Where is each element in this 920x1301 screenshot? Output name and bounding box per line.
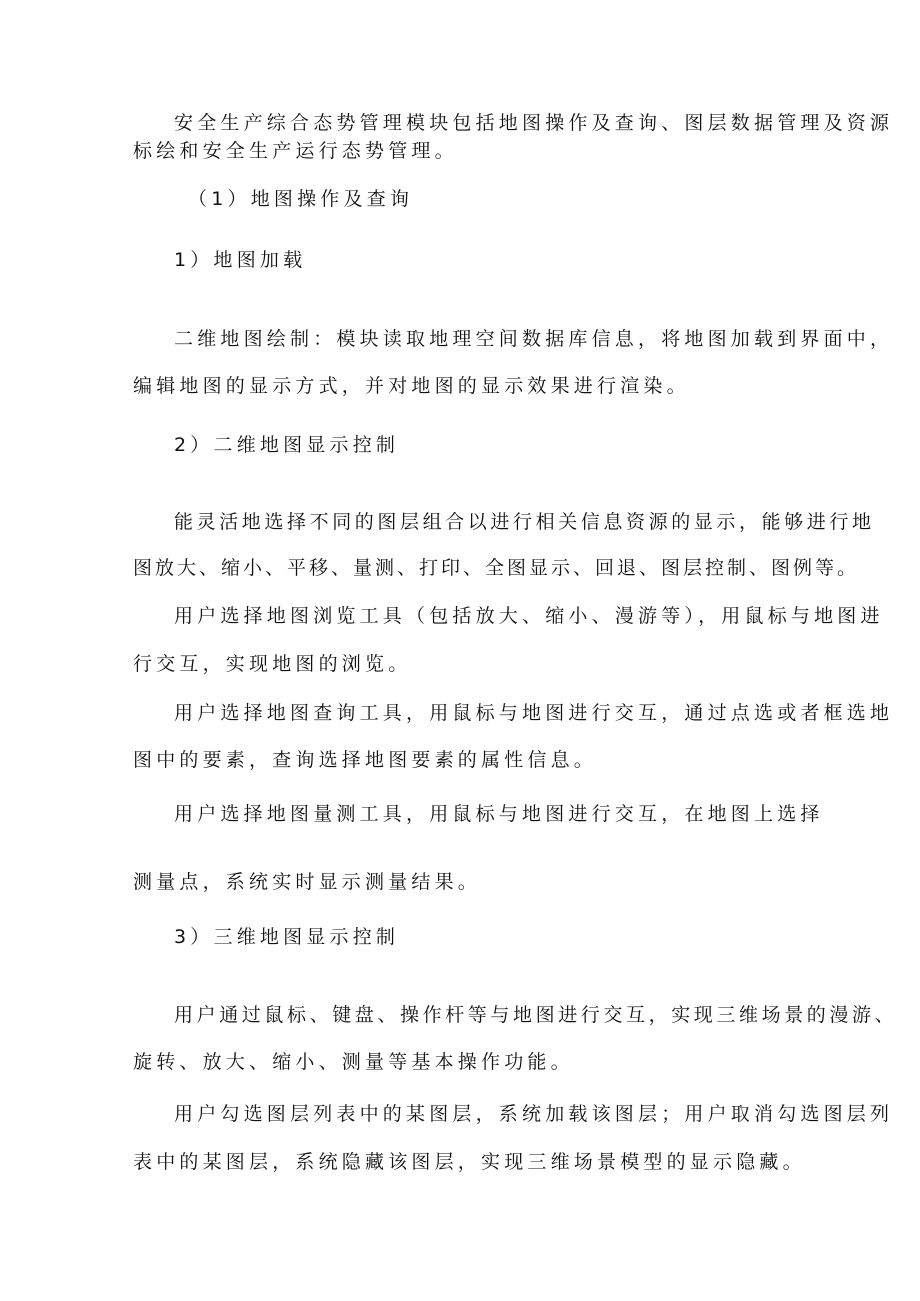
paragraph-layer-selection-line-2: 图放大、缩小、平移、量测、打印、全图显示、回退、图层控制、图例等。 xyxy=(133,557,860,579)
paragraph-browse-tool-line-2: 行交互，实现地图的浏览。 xyxy=(133,653,412,675)
subsection-heading-map-loading: 1）地图加载 xyxy=(174,249,307,271)
paragraph-3d-interaction-line-1: 用户通过鼠标、键盘、操作杆等与地图进行交互，实现三维场景的漫游、 xyxy=(174,1004,898,1026)
paragraph-query-tool-line-2: 图中的要素，查询选择地图要素的属性信息。 xyxy=(133,749,598,771)
section-heading-map-operation: （1）地图操作及查询 xyxy=(188,188,414,210)
paragraph-intro-line-1: 安全生产综合态势管理模块包括地图操作及查询、图层数据管理及资源 xyxy=(174,112,894,134)
paragraph-3d-interaction-line-2: 旋转、放大、缩小、测量等基本操作功能。 xyxy=(133,1051,574,1073)
paragraph-intro-line-2: 标绘和安全生产运行态势管理。 xyxy=(133,140,458,162)
paragraph-measure-tool-line-2: 测量点，系统实时显示测量结果。 xyxy=(133,871,482,893)
paragraph-2d-drawing-line-2: 编辑地图的显示方式，并对地图的显示效果进行渲染。 xyxy=(133,375,690,397)
subsection-heading-2d-display: 2）二维地图显示控制 xyxy=(174,434,400,456)
paragraph-layer-toggle-line-2: 表中的某图层，系统隐藏该图层，实现三维场景模型的显示隐藏。 xyxy=(133,1151,806,1173)
paragraph-query-tool-line-1: 用户选择地图查询工具，用鼠标与地图进行交互，通过点选或者框选地 xyxy=(174,702,894,724)
paragraph-layer-selection-line-1: 能灵活地选择不同的图层组合以进行相关信息资源的显示，能够进行地 xyxy=(174,511,875,533)
subsection-heading-3d-display: 3）三维地图显示控制 xyxy=(174,926,400,948)
paragraph-measure-tool-line-1: 用户选择地图量测工具，用鼠标与地图进行交互，在地图上选择 xyxy=(174,803,824,825)
paragraph-browse-tool-line-1: 用户选择地图浏览工具（包括放大、缩小、漫游等），用鼠标与地图进 xyxy=(174,605,884,627)
paragraph-layer-toggle-line-1: 用户勾选图层列表中的某图层，系统加载该图层；用户取消勾选图层列 xyxy=(174,1103,894,1125)
paragraph-2d-drawing-line-1: 二维地图绘制：模块读取地理空间数据库信息，将地图加载到界面中， xyxy=(174,328,894,350)
